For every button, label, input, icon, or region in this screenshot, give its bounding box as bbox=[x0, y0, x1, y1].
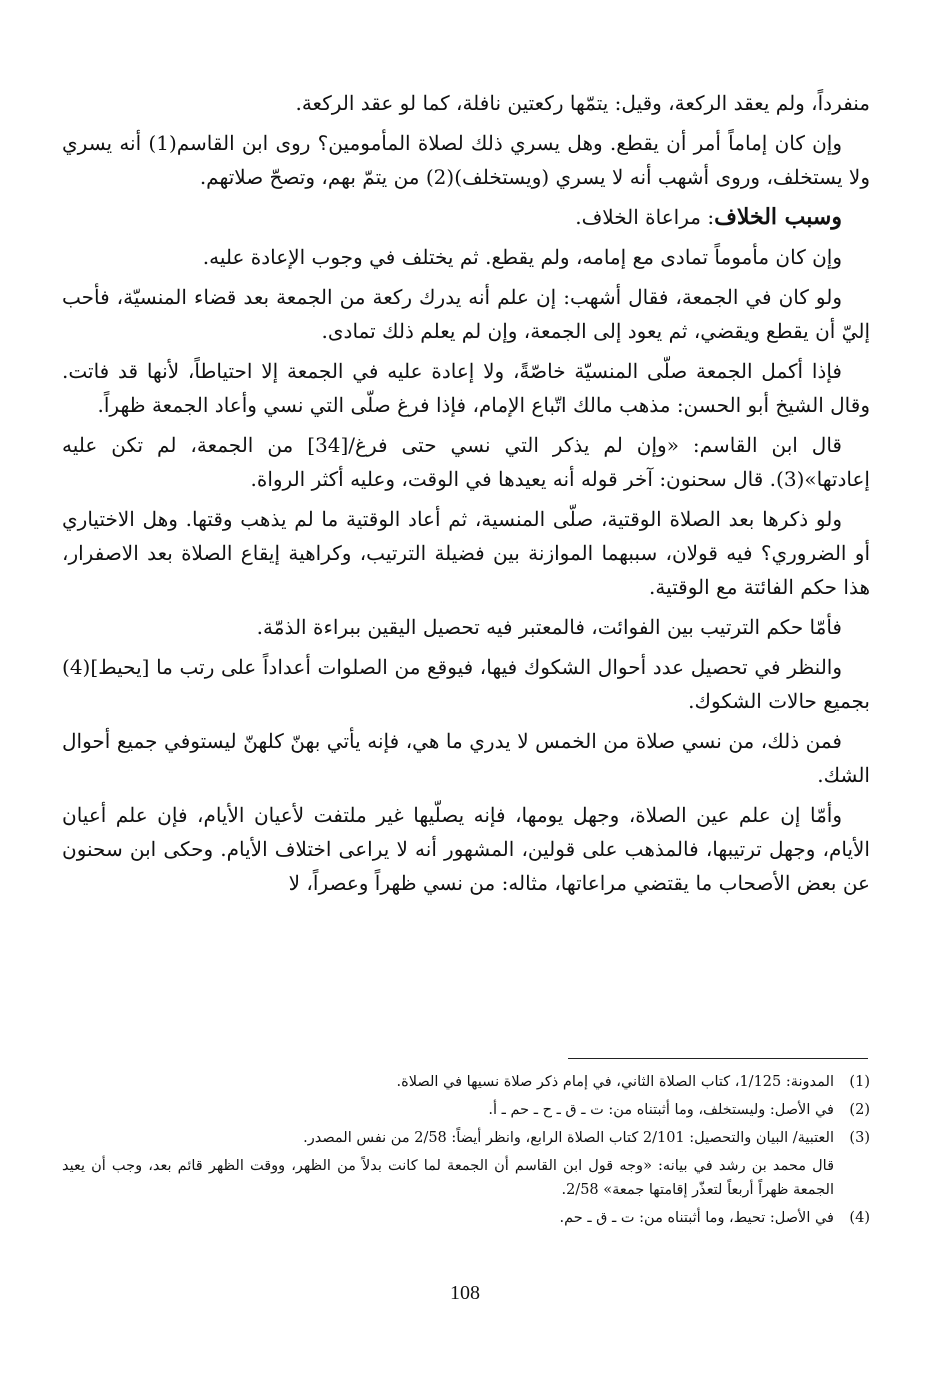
footnotes bbox=[62, 1070, 870, 1234]
paragraph: والنظر في تحصيل عدد أحوال الشكوك فيها، فيوقع من الصلوات أعداداً على رتب ما [يحيط](4) بجميع حالات الشكوك. bbox=[62, 655, 870, 713]
footnote-continuation: قال محمد بن رشد في بيانه: «وجه قول ابن القاسم أن الجمعة لما كانت بدلاً من الظهر، ووقت الظهر قائم بعد، وجب أن يعيد الجمعة ظهراً أربعاً لتعذّر إقامتها جمعة» 2/58. bbox=[62, 1158, 834, 1198]
footnote-number: (2) bbox=[849, 1102, 870, 1118]
footnote-number: (4) bbox=[849, 1210, 870, 1226]
paragraph: ولو ذكرها بعد الصلاة الوقتية، صلّى المنسية، ثم أعاد الوقتية ما لم يذهب وقتها. وهل الاختياري أو الضروري؟ فيه قولان، سببهما الموازنة بين فضيلة الترتيب، وكراهية إيقاع الصلاة بعد الاصفرار، هذا حكم الفائتة مع الوقتية. bbox=[62, 507, 870, 599]
paragraph: فإذا أكمل الجمعة صلّى المنسيّة خاصّةً، ولا إعادة عليه في الجمعة إلا احتياطاً، لأنها قد فاتت. وقال الشيخ أبو الحسن: مذهب مالك اتّباع الإمام، فإذا فرغ صلّى التي نسي وأعاد الجمعة ظهراً. bbox=[62, 359, 870, 417]
paragraph: وإن كان مأموماً تمادى مع إمامه، ولم يقطع. ثم يختلف في وجوب الإعادة عليه. bbox=[202, 245, 842, 269]
footnote-text: في الأصل: تحيط، وما أثبتناه من: ت ـ ق ـ حم. bbox=[559, 1210, 834, 1226]
paragraph: منفرداً، ولم يعقد الركعة، وقيل: يتمّها ركعتين نافلة، كما لو عقد الركعة. bbox=[295, 91, 870, 115]
page-number: 108 bbox=[450, 1282, 480, 1304]
paragraph: وإن كان إماماً أمر أن يقطع. وهل يسري ذلك لصلاة المأمومين؟ روى ابن القاسم(1) أنه يسري ولا يستخلف، وروى أشهب أنه لا يسري (ويستخلف)(2) من يتمّ بهم، وتصحّ صلاتهم. bbox=[62, 131, 870, 189]
footnote-number: (1) bbox=[849, 1074, 870, 1090]
main-text bbox=[62, 86, 870, 906]
section-term: وسبب الخلاف bbox=[714, 204, 842, 230]
paragraph: وأمّا إن علم عين الصلاة، وجهل يومها، فإنه يصلّيها غير ملتفت لأعيان الأيام، فإن علم أعيان الأيام، وجهل ترتيبها، فالمذهب على قولين، المشهور أنه لا يراعى اختلاف الأيام. وحكى ابن سحنون عن بعض الأصحاب ما يقتضي مراعاتها، مثاله: من نسي ظهراً وعصراً، لا bbox=[62, 803, 870, 895]
paragraph: فأمّا حكم الترتيب بين الفوائت، فالمعتبر فيه تحصيل اليقين ببراءة الذمّة. bbox=[256, 615, 842, 639]
paragraph: ولو كان في الجمعة، فقال أشهب: إن علم أنه يدرك ركعة من الجمعة بعد قضاء المنسيّة، فأحب إليّ أن يقطع ويقضي، ثم يعود إلى الجمعة، وإن لم يعلم ذلك تمادى. bbox=[62, 285, 870, 343]
footnote bbox=[62, 1070, 870, 1094]
paragraph: فمن ذلك، من نسي صلاة من الخمس لا يدري ما هي، فإنه يأتي بهنّ كلهنّ ليستوفي جميع أحوال الشك. bbox=[62, 729, 870, 787]
footnote-divider bbox=[568, 1058, 868, 1059]
footnote bbox=[62, 1206, 870, 1230]
footnote bbox=[62, 1098, 870, 1122]
footnote-text: في الأصل: وليستخلف، وما أثبتناه من: ت ـ ق ـ ح ـ حم ـ أ. bbox=[488, 1102, 834, 1118]
footnote-text: العتبية/ البيان والتحصيل: 2/101 كتاب الصلاة الرابع، وانظر أيضاً: 2/58 من نفس المصدر. bbox=[303, 1130, 834, 1146]
footnote-text: المدونة: 1/125، كتاب الصلاة الثاني، في إمام ذكر صلاة نسيها في الصلاة. bbox=[396, 1074, 834, 1090]
footnote-number: (3) bbox=[849, 1130, 870, 1146]
paragraph-heading bbox=[62, 200, 870, 234]
footnote bbox=[62, 1126, 870, 1150]
paragraph: قال ابن القاسم: «وإن لم يذكر التي نسي حتى فرغ/[34] من الجمعة، لم تكن عليه إعادتها»(3). قال سحنون: آخر قوله أنه يعيدها في الوقت، وعليه أكثر الرواة. bbox=[62, 433, 870, 491]
section-term-text: : مراعاة الخلاف. bbox=[575, 205, 715, 229]
